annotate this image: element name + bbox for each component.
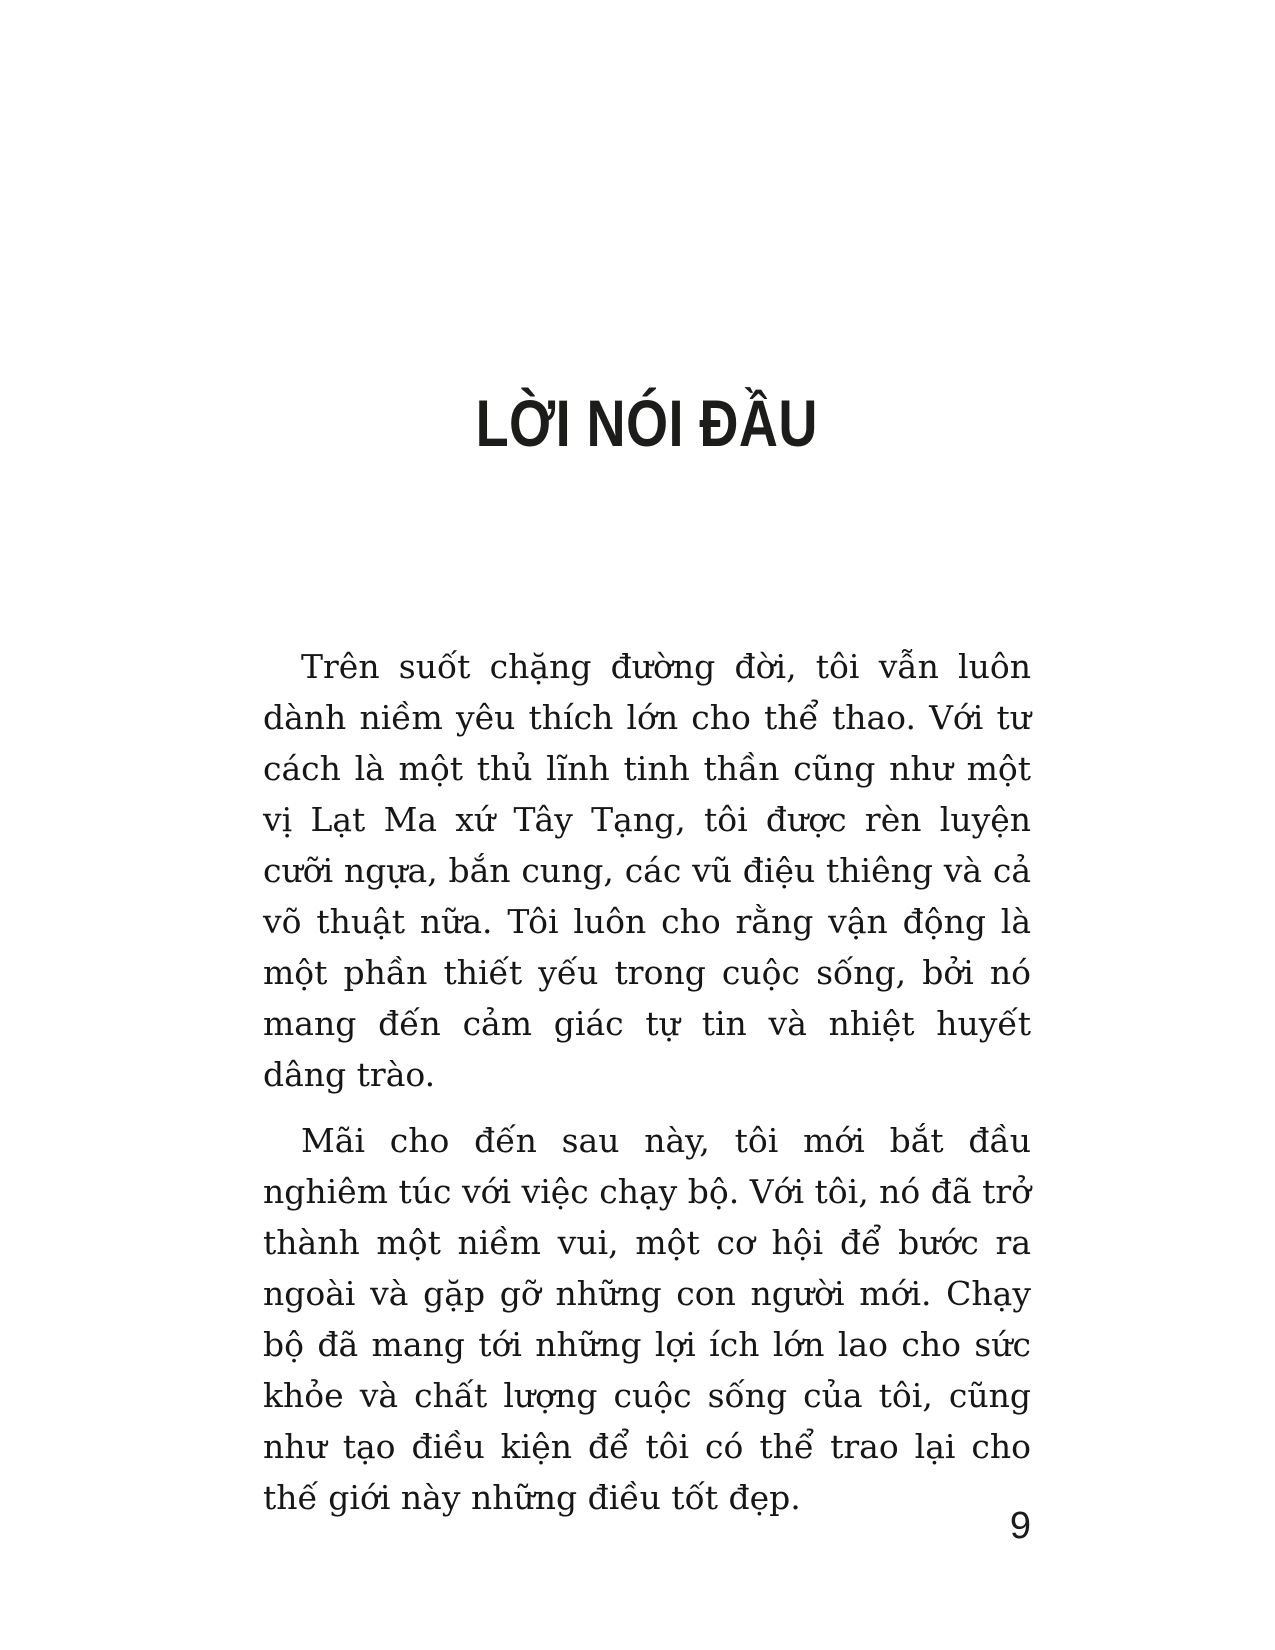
chapter-title [263, 386, 1031, 461]
paragraph-2: Mãi cho đến sau này, tôi mới bắt đầu nghiêm túc với việc chạy bộ. Với tôi, nó đã trở thành một niềm vui, một cơ hội để bước ra ngoài và gặp gỡ những con người mới. Chạy bộ đã mang tới những lợi ích lớn lao cho sức khỏe và chất lượng cuộc sống của tôi, cũng như tạo điều kiện để tôi có thể trao lại cho thế giới này những điều tốt đẹp. [263, 1121, 1031, 1517]
body-text [263, 641, 1031, 1538]
chapter-title-text: LỜI NÓI ĐẦU [475, 386, 819, 461]
page-number: 9 [1009, 1505, 1031, 1547]
paragraph-1: Trên suốt chặng đường đời, tôi vẫn luôn dành niềm yêu thích lớn cho thể thao. Với tư cách là một thủ lĩnh tinh thần cũng như một vị Lạt Ma xứ Tây Tạng, tôi được rèn luyện cưỡi ngựa, bắn cung, các vũ điệu thiêng và cả võ thuật nữa. Tôi luôn cho rằng vận động là một phần thiết yếu trong cuộc sống, bởi nó mang đến cảm giác tự tin và nhiệt huyết dâng trào. [263, 647, 1031, 1094]
